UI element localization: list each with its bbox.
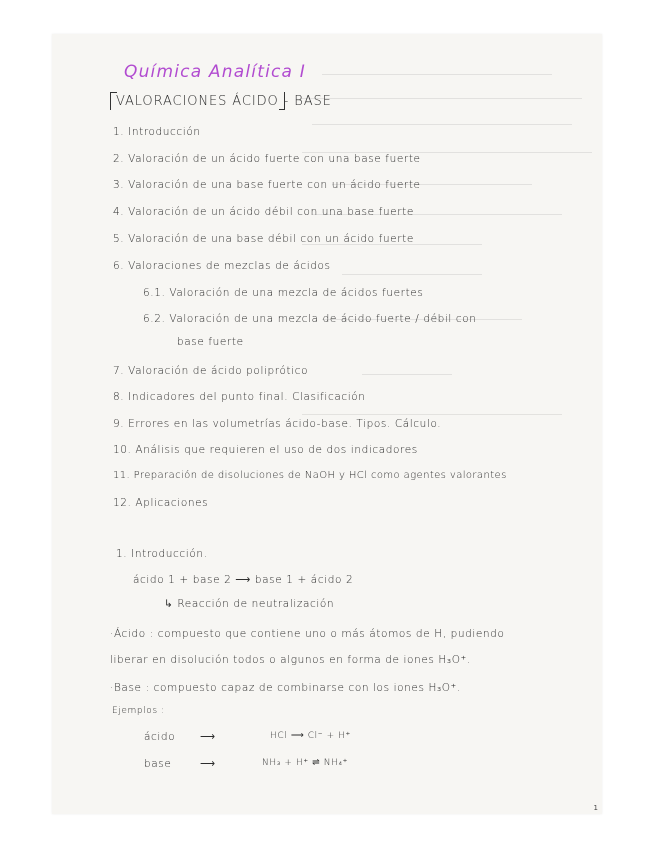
example-base-equation: NH₃ + H⁺ ⇌ NH₄⁺ xyxy=(262,758,349,768)
toc-item: 10. Análisis que requieren el uso de dos indicadores xyxy=(113,444,418,456)
page-title: Química Analítica I xyxy=(124,62,306,82)
subtitle-bracket-right xyxy=(279,92,285,110)
toc-subitem: 6.2. Valoración de una mezcla de ácido fuerte / débil con xyxy=(143,313,477,325)
section-heading: 1. Introducción. xyxy=(116,548,208,560)
toc-item: 12. Aplicaciones xyxy=(113,497,209,509)
toc-item: 4. Valoración de un ácido débil con una base fuerte xyxy=(113,206,414,218)
toc-item: 1. Introducción xyxy=(113,126,201,138)
base-definition: ·Base : compuesto capaz de combinarse con los iones H₃O⁺. xyxy=(110,682,461,694)
page-subtitle: VALORACIONES ÁCIDO - BASE xyxy=(116,94,332,109)
notebook-page xyxy=(52,34,602,814)
toc-item: 8. Indicadores del punto final. Clasificación xyxy=(113,391,366,403)
page-number: 1 xyxy=(593,804,598,812)
toc-item: 2. Valoración de un ácido fuerte con una base fuerte xyxy=(113,153,421,165)
example-base-label: base xyxy=(144,758,172,770)
toc-item: 7. Valoración de ácido poliprótico xyxy=(113,365,309,377)
toc-subitem-continuation: base fuerte xyxy=(177,336,244,348)
toc-item: 5. Valoración de una base débil con un ácido fuerte xyxy=(113,233,414,245)
examples-label: Ejemplos : xyxy=(112,706,165,716)
toc-item: 9. Errores en las volumetrías ácido-base. Tipos. Cálculo. xyxy=(113,418,442,430)
neutralization-equation: ácido 1 + base 2 ⟶ base 1 + ácido 2 xyxy=(133,574,354,586)
reaction-note: ↳ Reacción de neutralización xyxy=(164,598,335,610)
toc-subitem: 6.1. Valoración de una mezcla de ácidos fuertes xyxy=(143,287,424,299)
example-acid-label: ácido xyxy=(144,731,176,743)
toc-item: 11. Preparación de disoluciones de NaOH y HCl como agentes valorantes xyxy=(113,470,507,481)
example-base-arrow: ⟶ xyxy=(200,758,216,770)
example-acid-equation: HCl ⟶ Cl⁻ + H⁺ xyxy=(270,731,351,741)
example-acid-arrow: ⟶ xyxy=(200,731,216,743)
acid-definition-line-2: liberar en disolución todos o algunos en forma de iones H₃O⁺. xyxy=(110,654,471,666)
toc-item: 3. Valoración de una base fuerte con un ácido fuerte xyxy=(113,179,421,191)
acid-definition-line-1: ·Ácido : compuesto que contiene uno o más átomos de H, pudiendo xyxy=(110,628,505,640)
toc-item: 6. Valoraciones de mezclas de ácidos xyxy=(113,260,331,272)
